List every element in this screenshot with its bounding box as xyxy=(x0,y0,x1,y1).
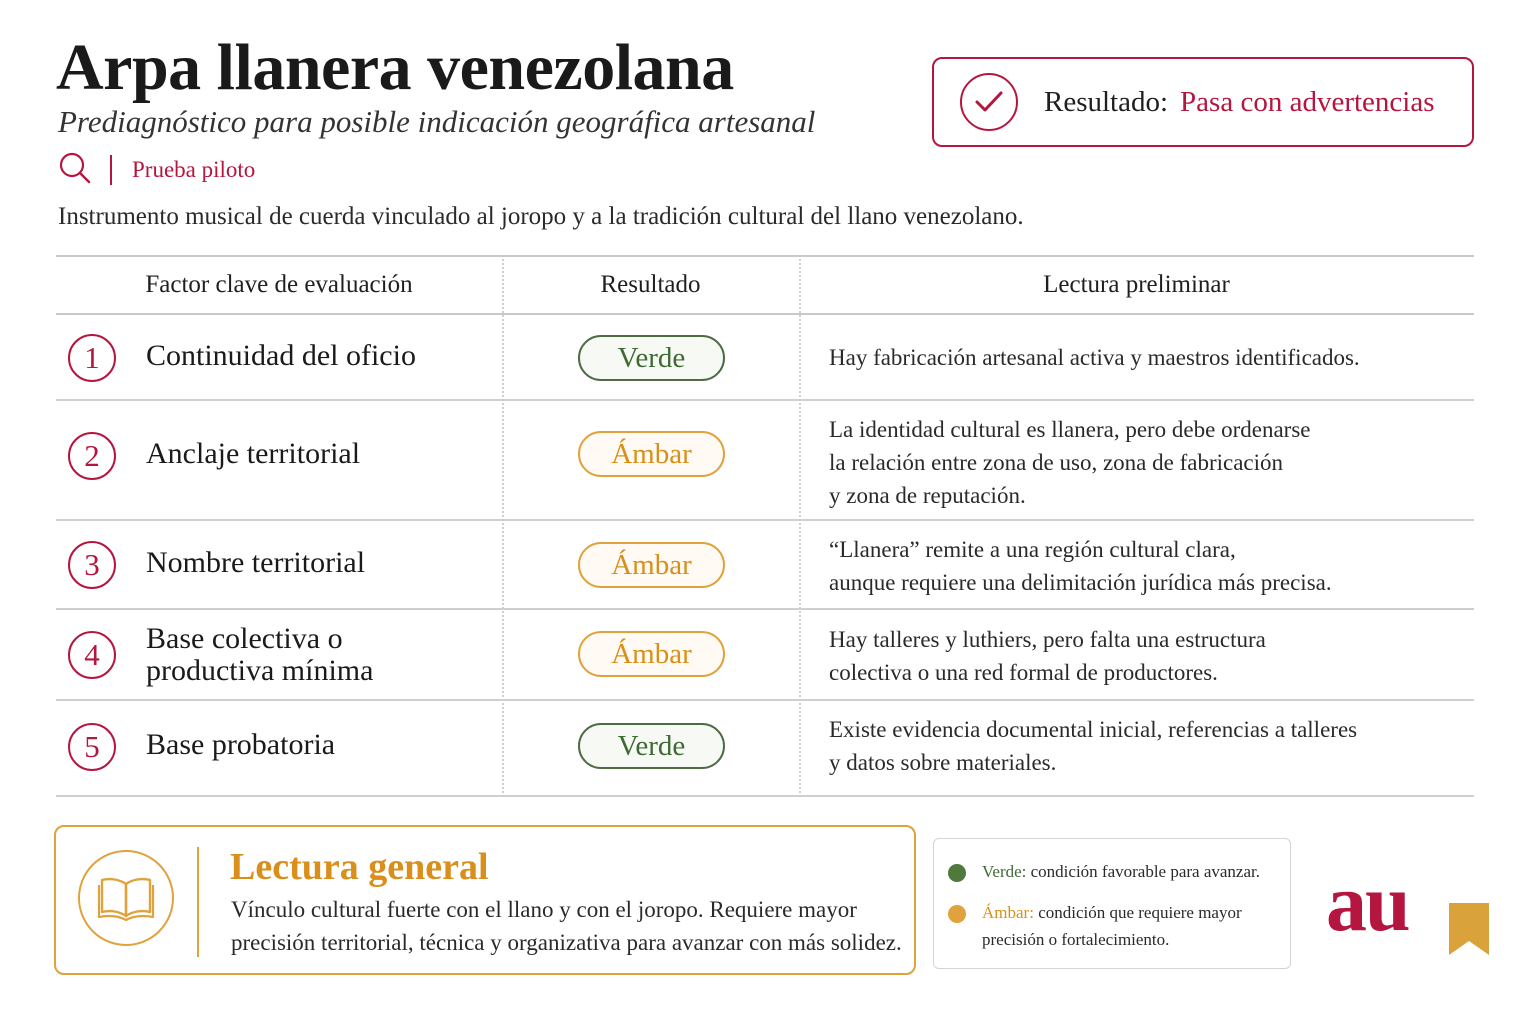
bookmark-icon xyxy=(1449,903,1489,960)
reading-text: Existe evidencia documental inicial, referencias a talleres y datos sobre materiales. xyxy=(829,717,1358,775)
result-pill-ambar: Ámbar xyxy=(578,631,725,677)
row-number: 4 xyxy=(68,631,116,679)
factor-label: Nombre territorial xyxy=(146,546,366,579)
table-row xyxy=(56,315,1474,401)
reading-text: Hay talleres y luthiers, pero falta una estructura colectiva o una red formal de productores. xyxy=(829,627,1266,685)
page-subtitle: Prediagnóstico para posible indicación geográfica artesanal xyxy=(58,104,816,139)
header-result: Resultado xyxy=(600,271,701,298)
result-label: Resultado: xyxy=(1044,85,1169,118)
verde-dot xyxy=(948,864,966,882)
pilot-separator xyxy=(110,155,112,185)
row-number: 3 xyxy=(68,541,116,589)
result-value: Pasa con advertencias xyxy=(1180,85,1435,118)
result-pill-verde: Verde xyxy=(578,335,725,381)
result-summary xyxy=(932,57,1474,147)
factor-label: Continuidad del oficio xyxy=(146,339,416,372)
legend-text-verde: condición favorable para avanzar. xyxy=(1030,862,1261,881)
table-row xyxy=(56,521,1474,610)
general-reading-box xyxy=(54,825,916,975)
legend-text-ambar: condición que requiere mayor xyxy=(1038,903,1242,922)
search-icon xyxy=(58,151,92,190)
reading-text: Hay fabricación artesanal activa y maestros identificados. xyxy=(829,345,1360,370)
header-factor: Factor clave de evaluación xyxy=(145,271,413,298)
table-row xyxy=(56,610,1474,701)
legend xyxy=(933,838,1291,969)
ambar-dot xyxy=(948,905,966,923)
row-number: 2 xyxy=(68,432,116,480)
legend-key-verde: Verde: xyxy=(982,862,1027,881)
factor-label: Anclaje territorial xyxy=(146,437,361,470)
reading-text: La identidad cultural es llanera, pero debe ordenarse la relación entre zona de uso, zona de fabricación y zona de reputación. xyxy=(829,417,1311,508)
factor-label: Base colectiva o productiva mínima xyxy=(146,622,374,687)
reading-text: “Llanera” remite a una región cultural clara, aunque requiere una delimitación jurídica más precisa. xyxy=(829,537,1332,595)
legend-item-verde xyxy=(948,859,1288,885)
factor-label: Base probatoria xyxy=(146,728,336,761)
pilot-tag xyxy=(58,152,255,188)
row-number: 1 xyxy=(68,334,116,382)
pilot-label: Prueba piloto xyxy=(132,157,256,182)
table-row xyxy=(56,401,1474,521)
general-reading-title: Lectura general xyxy=(230,846,489,888)
row-number: 5 xyxy=(68,723,116,771)
table-header xyxy=(56,255,1474,315)
book-icon xyxy=(78,850,174,946)
result-pill-verde: Verde xyxy=(578,723,725,769)
page-title: Arpa llanera venezolana xyxy=(56,31,734,104)
legend-key-ambar: Ámbar: xyxy=(982,903,1034,922)
table-row xyxy=(56,701,1474,797)
legend-item-ambar xyxy=(948,900,1288,956)
legend-text-ambar-2: precisión o fortalecimiento. xyxy=(982,930,1170,949)
result-pill-ambar: Ámbar xyxy=(578,431,725,477)
general-separator xyxy=(197,847,199,957)
result-pill-ambar: Ámbar xyxy=(578,542,725,588)
brand-logo: au xyxy=(1326,857,1409,948)
header-reading: Lectura preliminar xyxy=(1043,271,1230,298)
evaluation-table xyxy=(56,255,1474,797)
check-icon xyxy=(960,73,1018,131)
intro-text: Instrumento musical de cuerda vinculado al joropo y a la tradición cultural del llano venezolano. xyxy=(58,203,1024,230)
general-reading-text: Vínculo cultural fuerte con el llano y con el joropo. Requiere mayor precisión territorial, técnica y organizativa para avanzar con más solidez. xyxy=(231,897,902,955)
